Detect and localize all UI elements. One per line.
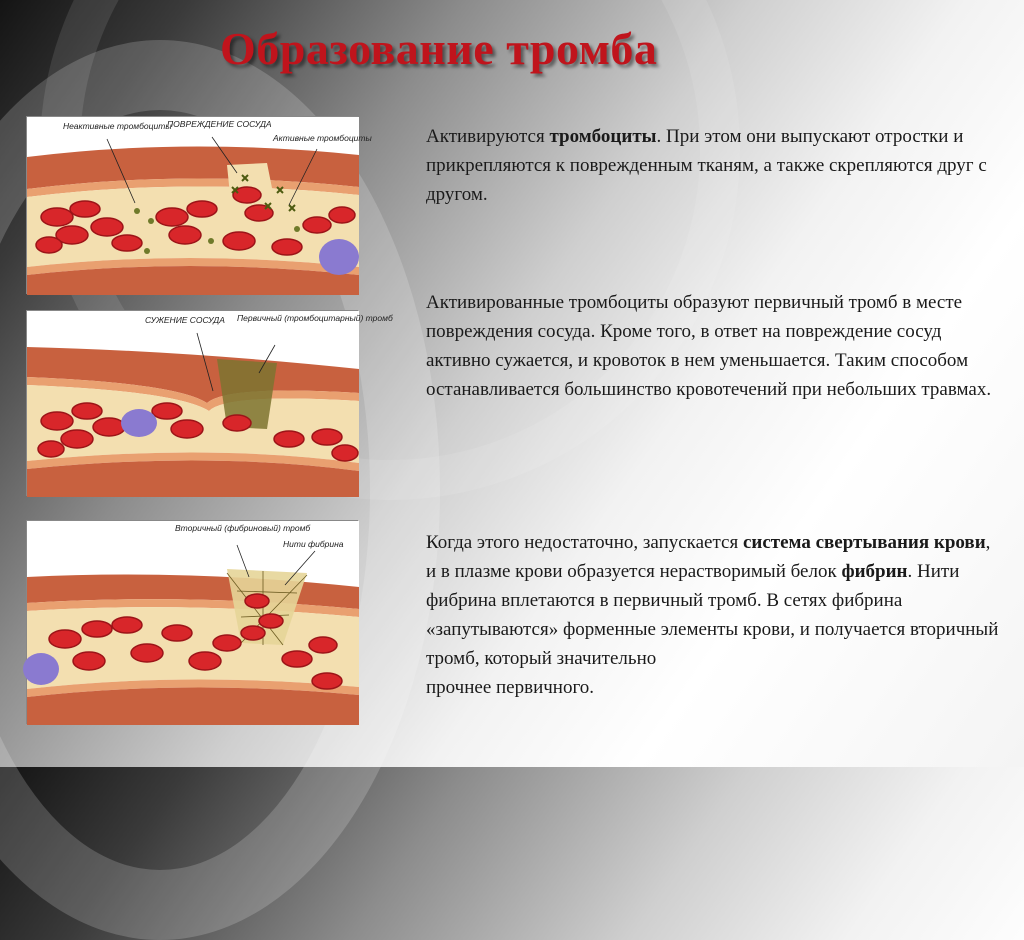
text-segment: . Нити фибрина вплетаются в первичный тромб. В сетях фибрина «запутываются» форменные элементы крови, и получается вторичный тромб, который значительно bbox=[426, 561, 999, 669]
text-segment: . При этом они выпускают отростки и прикрепляются к поврежденным тканям, а также скрепляются друг с другом. bbox=[426, 126, 987, 205]
text-segment: прочнее первичного. bbox=[426, 677, 595, 698]
vessel-diagram-3 bbox=[27, 521, 359, 725]
vessel-diagram-2 bbox=[27, 311, 393, 497]
label-active-platelets: Активные тромбоциты bbox=[273, 133, 372, 143]
paragraph-platelet-activation bbox=[426, 122, 996, 209]
label-fibrin-threads: Нити фибрина bbox=[283, 539, 344, 549]
text-segment: Когда этого недостаточно, запускается bbox=[426, 532, 743, 553]
slide-title: Образование тромба bbox=[220, 23, 658, 74]
illustration-platelet-activation bbox=[26, 116, 372, 294]
paragraph-coagulation bbox=[426, 528, 1001, 702]
bold-term: фибрин bbox=[841, 561, 908, 582]
text-segment: Активируются bbox=[426, 126, 550, 147]
label-primary-thrombus: Первичный (тромбоцитарный) тромб bbox=[237, 313, 393, 323]
label-vessel-narrowing: СУЖЕНИЕ СОСУДА bbox=[145, 315, 225, 325]
label-secondary-thrombus-line1: Вторичный (фибриновый) тромб bbox=[175, 523, 311, 533]
illustration-secondary-thrombus bbox=[26, 520, 358, 724]
label-vessel-damage: ПОВРЕЖДЕНИЕ СОСУДА bbox=[167, 119, 272, 129]
label-inactive-platelets: Неактивные тромбоциты bbox=[63, 121, 172, 131]
illustration-primary-thrombus bbox=[26, 310, 393, 496]
bold-term: тромбоциты bbox=[549, 126, 657, 147]
bold-term: система свертывания крови bbox=[742, 532, 986, 553]
text-segment: , и в плазме крови образуется нерастворимый белок bbox=[426, 532, 991, 582]
vessel-diagram-1 bbox=[27, 117, 372, 295]
paragraph-primary-thrombus: Активированные тромбоциты образуют первичный тромб в месте повреждения сосуда. Кроме того, в ответ на повреждение сосуд активно сужается, и кровоток в нем уменьшается. Таким способом останавливается большинство кровотечений при небольших травмах. bbox=[426, 292, 992, 400]
